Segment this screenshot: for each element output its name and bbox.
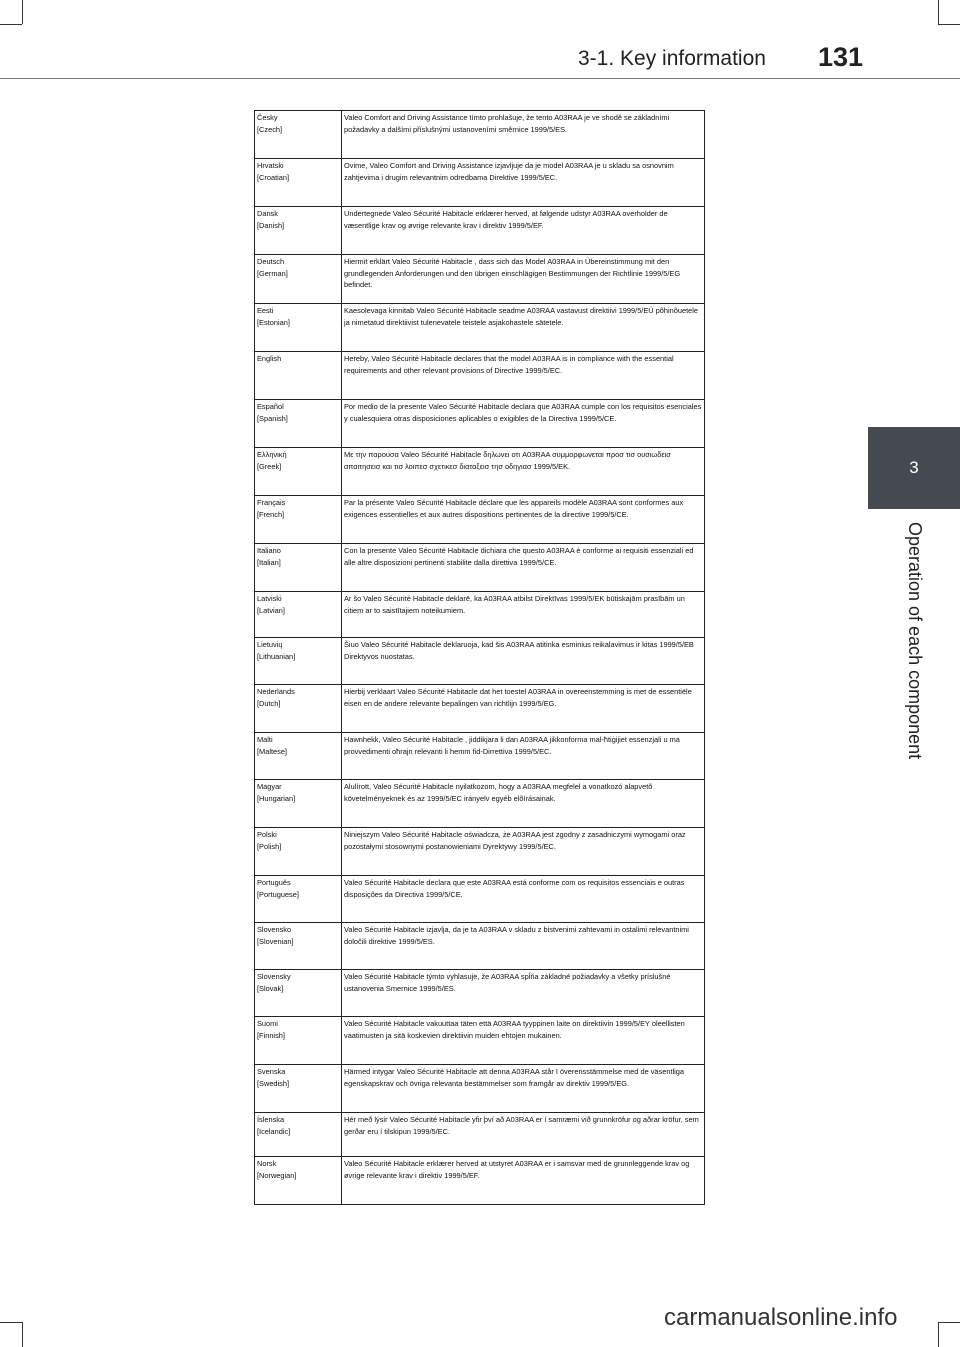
language-name: Slovensky: [257, 972, 291, 981]
language-english: [Czech]: [257, 124, 283, 134]
declaration-text: Kaesolevaga kinnitab Valeo Sécurité Habitacle seadme A03RAA vastavust direktiivi 1999/5/EÜ põhinõuetele ja nimetatud direktiivist tulenevatele teistele asjakohastele sätetele.: [342, 304, 705, 352]
declaration-text: Alulírott, Valeo Sécurité Habitacle nyilatkozom, hogy a A03RAA megfelel a vonatkozó alapvetõ követelményeknek és az 1999/5/EC irányelv egyéb elõírásainak.: [342, 780, 705, 828]
language-name: Norsk: [257, 1159, 277, 1168]
declaration-text: Undertegnede Valeo Sécurité Habitacle erklærer herved, at følgende udstyr A03RAA overholder de væsentlige krav og øvrige relevante krav i direktiv 1999/5/EF.: [342, 207, 705, 255]
language-cell: [255, 1157, 342, 1205]
language-english: [Estonian]: [257, 317, 290, 327]
chapter-tab: [868, 427, 960, 509]
table-row: [255, 304, 705, 352]
language-english: [Hungarian]: [257, 793, 296, 803]
language-english: [Slovenian]: [257, 936, 294, 946]
language-english: [Icelandic]: [257, 1126, 291, 1136]
language-name: Dansk: [257, 209, 278, 218]
declaration-text: Por medio de la presente Valeo Sécurité Habitacle declara que A03RAA cumple con los requisitos esenciales y cualesquiera otras disposiciones aplicables o exigibles de la Directiva 1999/5/CE.: [342, 400, 705, 448]
table-row: [255, 1017, 705, 1065]
table-row: [255, 159, 705, 207]
table-row: [255, 876, 705, 923]
table-row: [255, 352, 705, 400]
language-cell: [255, 207, 342, 255]
table-row: [255, 400, 705, 448]
language-english: [Finnish]: [257, 1030, 285, 1040]
language-english: [German]: [257, 268, 288, 278]
declaration-text: Valeo Sécurité Habitacle erklærer herved at utstyret A03RAA er i samsvar med de grunnleggende krav og øvrige relevante krav i direktiv 1999/5/EF.: [342, 1157, 705, 1205]
language-cell: [255, 970, 342, 1017]
language-cell: [255, 111, 342, 159]
chapter-tab-label: Operation of each component: [905, 522, 925, 760]
crop-mark: [0, 24, 22, 25]
language-name: Hrvatski: [257, 161, 284, 170]
language-english: [Slovak]: [257, 983, 284, 993]
language-name: Español: [257, 402, 284, 411]
language-name: Ελληνική: [257, 450, 287, 459]
language-name: Suomi: [257, 1019, 278, 1028]
table-row: [255, 448, 705, 496]
language-cell: [255, 255, 342, 304]
table-row: [255, 685, 705, 733]
table-row: [255, 733, 705, 780]
language-cell: [255, 448, 342, 496]
declaration-text: Con la presente Valeo Sécurité Habitacle dichiara che questo A03RAA è conforme ai requisiti essenziali ed alle altre disposizioni pertinenti stabilite dalla direttiva 1999/5/CE.: [342, 544, 705, 592]
language-cell: [255, 159, 342, 207]
language-name: Lietuvių: [257, 640, 283, 649]
language-english: [Polish]: [257, 841, 282, 851]
language-name: Magyar: [257, 782, 282, 791]
language-english: [Italian]: [257, 557, 281, 567]
language-name: Deutsch: [257, 257, 285, 266]
crop-mark: [22, 1322, 23, 1347]
language-cell: [255, 733, 342, 780]
language-name: Polski: [257, 830, 277, 839]
language-cell: [255, 780, 342, 828]
chapter-number: 3: [909, 458, 919, 477]
language-name: Nederlands: [257, 687, 295, 696]
language-english: [Swedish]: [257, 1078, 290, 1088]
declaration-text: Šiuo Valeo Sécurité Habitacle deklaruoja, kad šis A03RAA atitinka esminius reikalavimus ir kitas 1999/5/EB Direktyvos nuostatas.: [342, 638, 705, 685]
language-english: [Lithuanian]: [257, 651, 296, 661]
language-cell: [255, 638, 342, 685]
language-name: Íslenska: [257, 1115, 285, 1124]
language-english: [French]: [257, 509, 285, 519]
language-name: Malti: [257, 735, 273, 744]
language-english: [Danish]: [257, 220, 285, 230]
watermark: carmanualsonline.info: [664, 1304, 898, 1331]
language-cell: [255, 304, 342, 352]
crop-mark: [22, 0, 23, 24]
declaration-text: Ar šo Valeo Sécurité Habitacle deklarē, ka A03RAA atbilst Direktīvas 1999/5/EK būtiskajām prasībām un citiem ar to saistītajiem noteikumiem.: [342, 592, 705, 638]
language-english: [Norwegian]: [257, 1170, 297, 1180]
language-cell: [255, 1065, 342, 1113]
language-name: Slovensko: [257, 925, 292, 934]
language-name: Eesti: [257, 306, 274, 315]
declaration-text: Hér með lýsir Valeo Sécurité Habitacle yfir því að A03RAA er í samræmi við grunnkröfur og aðrar kröfur, sem gerðar eru í tilskipun 1999/5/EC.: [342, 1113, 705, 1157]
table-row: [255, 592, 705, 638]
crop-mark: [938, 1322, 960, 1323]
table-row: [255, 544, 705, 592]
declaration-text: Valeo Comfort and Driving Assistance tímto prohlašuje, že tento A03RAA je ve shodě se základními požadavky a dalšími příslušnými ustanoveními směrnice 1999/5/ES.: [342, 111, 705, 159]
language-name: Português: [257, 878, 291, 887]
crop-mark: [938, 0, 939, 24]
language-cell: [255, 352, 342, 400]
declaration-text: Valeo Sécurité Habitacle declara que este A03RAA está conforme com os requisitos essenciais e outras disposições da Directiva 1999/5/CE.: [342, 876, 705, 923]
header-divider: [0, 78, 960, 79]
page-header-title: 3-1. Key information: [578, 47, 766, 70]
declaration-text: Valeo Sécurité Habitacle vakuuttaa täten että A03RAA tyyppinen laite on direktiivin 1999/5/EY oleellisten vaatimusten ja sitä koskevien direktiivin muiden ehtojen mukainen.: [342, 1017, 705, 1065]
language-cell: [255, 923, 342, 970]
table-row: [255, 207, 705, 255]
crop-mark: [0, 1322, 22, 1323]
declaration-text: Valeo Sécurité Habitacle izjavlja, da je ta A03RAA v skladu z bistvenimi zahtevami in ostalimi relevantnimi določili direktive 1999/5/ES.: [342, 923, 705, 970]
declaration-text: Hawnhekk, Valeo Sécurité Habitacle , jiddikjara li dan A03RAA jikkonforma mal-ħtiġijiet essenzjali u ma provvedimenti oħrajn relevanti li hemm fid-Dirrettiva 1999/5/EC.: [342, 733, 705, 780]
language-name: Français: [257, 498, 286, 507]
language-english: [Portuguese]: [257, 889, 299, 899]
table-row: [255, 923, 705, 970]
declaration-text: Hereby, Valeo Sécurité Habitacle declares that the model A03RAA is in compliance with the essential requirements and other relevant provisions of Directive 1999/5/EC.: [342, 352, 705, 400]
language-cell: [255, 1017, 342, 1065]
language-cell: [255, 400, 342, 448]
declaration-text: Hiermit erklärt Valeo Sécurité Habitacle , dass sich das Model A03RAA in Übereinstimmung mit den grundlegenden Anforderungen und den übrigen einschlägigen Bestimmungen der Richtlinie 1999/5/EG befindet.: [342, 255, 705, 304]
crop-mark: [938, 24, 960, 25]
language-cell: [255, 876, 342, 923]
table-row: [255, 496, 705, 544]
table-row: [255, 1065, 705, 1113]
language-cell: [255, 685, 342, 733]
language-name: Svenska: [257, 1067, 286, 1076]
declaration-text: Ovime, Valeo Comfort and Driving Assistance izjavljuje da je model A03RAA je u skladu sa osnovnim zahtjevima i drugim relevantnim odredbama Direktive 1999/5/EC.: [342, 159, 705, 207]
table-row: [255, 255, 705, 304]
language-english: [Latvian]: [257, 605, 285, 615]
declaration-text: Valeo Sécurité Habitacle týmto vyhlasuje, že A03RAA spĺňa základné požiadavky a všetky príslušné ustanovenia Smernice 1999/5/ES.: [342, 970, 705, 1017]
language-cell: [255, 1113, 342, 1157]
language-cell: [255, 496, 342, 544]
table-row: [255, 1157, 705, 1205]
language-name: Italiano: [257, 546, 281, 555]
language-english: [Spanish]: [257, 413, 288, 423]
declaration-text: Niniejszym Valeo Sécurité Habitacle oświadcza, że A03RAA jest zgodny z zasadniczymi wymogami oraz pozostałymi stosownymi postanowieniami Dyrektywy 1999/5/EC.: [342, 828, 705, 876]
language-cell: [255, 592, 342, 638]
declaration-text: Με την παρουσα Valeo Sécurité Habitacle δηλωνει οτι A03RAA συμμορφωνεται προσ τισ ουσιωδεισ απαιτησεισ και τισ λοιπεσ σχετικεσ διαταξεισ τησ οδηγιασ 1999/5/ΕΚ.: [342, 448, 705, 496]
declaration-table: [254, 110, 705, 1205]
language-english: [Greek]: [257, 461, 282, 471]
page-number: 131: [818, 42, 864, 72]
language-name: Česky: [257, 113, 278, 122]
table-row: [255, 638, 705, 685]
table-row: [255, 1113, 705, 1157]
declaration-text: Par la présente Valeo Sécurité Habitacle déclare que les appareils modèle A03RAA sont conformes aux exigences essentielles et aux autres dispositions pertinentes de la directive 1999/5/CE.: [342, 496, 705, 544]
language-cell: [255, 544, 342, 592]
table-row: [255, 970, 705, 1017]
declaration-text: Härmed intygar Valeo Sécurité Habitacle att denna A03RAA står I överensstämmelse med de väsentliga egenskapskrav och övriga relevanta bestämmelser som framgår av direktiv 1999/5/EG.: [342, 1065, 705, 1113]
table-row: [255, 111, 705, 159]
table-row: [255, 828, 705, 876]
table-row: [255, 780, 705, 828]
declaration-text: Hierbij verklaart Valeo Sécurité Habitacle dat het toestel A03RAA in overeenstemming is met de essentiële eisen en de andere relevante bepalingen van richtlijn 1999/5/EG.: [342, 685, 705, 733]
language-english: [Croatian]: [257, 172, 290, 182]
language-name: English: [257, 354, 282, 363]
crop-mark: [938, 1322, 939, 1347]
language-name: Latviski: [257, 594, 282, 603]
language-english: [Dutch]: [257, 698, 281, 708]
language-english: [Maltese]: [257, 746, 287, 756]
language-cell: [255, 828, 342, 876]
